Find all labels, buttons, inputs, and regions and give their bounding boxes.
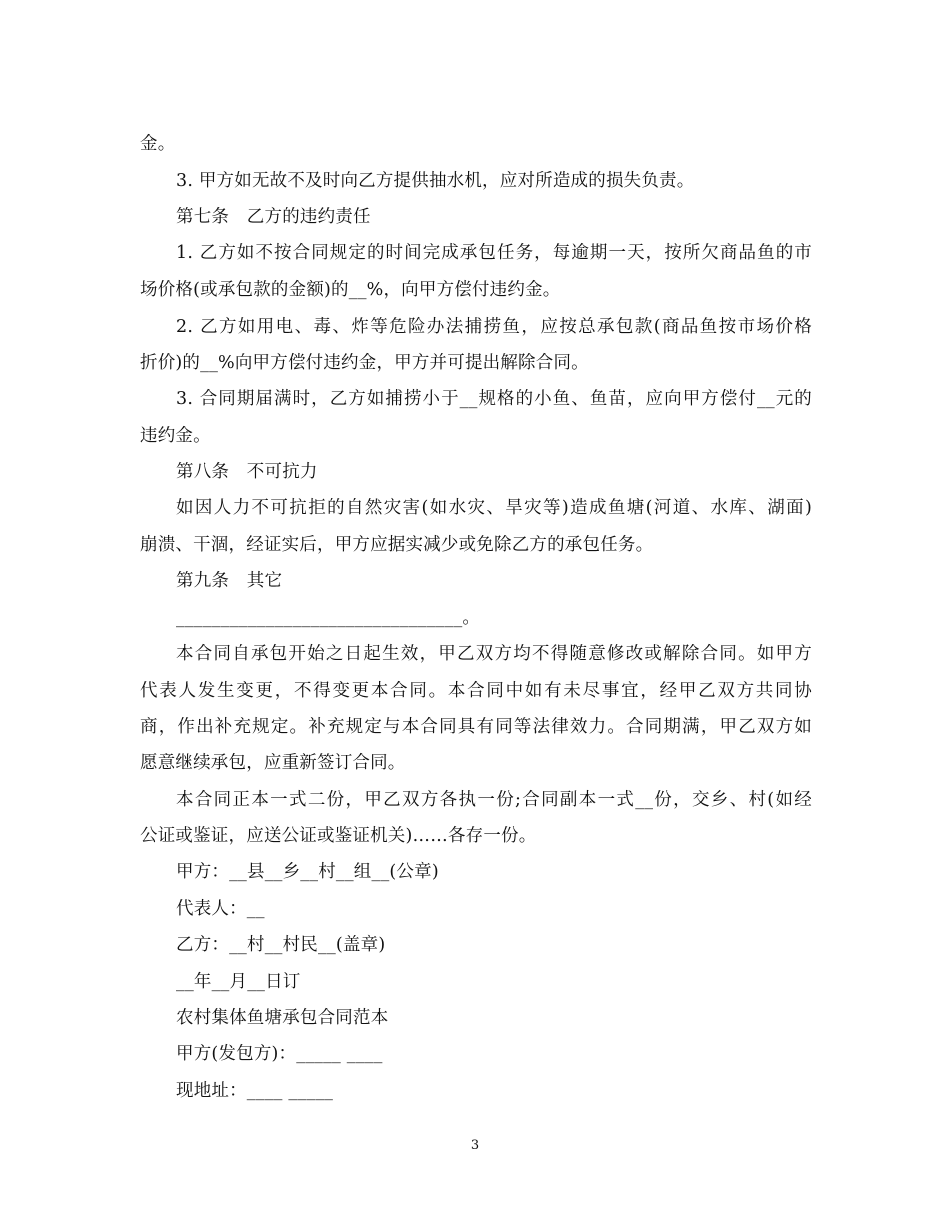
text-line: 甲方(发包方)：_____ ____	[176, 1044, 383, 1064]
blank-line-field: ________________________________。	[176, 608, 481, 628]
text-line: 3. 合同期届满时，乙方如捕捞小于__规格的小鱼、鱼苗，应向甲方偿付__元的	[176, 389, 812, 409]
text-line: 现地址：____ _____	[176, 1081, 334, 1101]
signature-line-party-b: 乙方：__村__村民__(盖章)	[176, 935, 386, 955]
text-line: 本合同自承包开始之日起生效，甲乙双方均不得随意修改或解除合同。如甲方	[176, 644, 812, 664]
text-line: 愿意继续承包，应重新签订合同。	[140, 753, 406, 773]
text-line: 折价)的__%向甲方偿付违约金，甲方并可提出解除合同。	[140, 353, 589, 373]
text-line: 1. 乙方如不按合同规定的时间完成承包任务，每逾期一天，按所欠商品鱼的市	[176, 243, 812, 263]
text-line: 代表人发生变更，不得变更本合同。本合同中如有未尽事宜，经甲乙双方共同协	[140, 681, 812, 701]
signature-line-representative: 代表人：__	[176, 899, 265, 919]
text-line: 如因人力不可抗拒的自然灾害(如水灾、旱灾等)造成鱼塘(河道、水库、湖面)	[176, 498, 812, 518]
date-line: __年__月__日订	[176, 972, 301, 992]
text-line: 商，作出补充规定。补充规定与本合同具有同等法律效力。合同期满，甲乙双方如	[140, 717, 812, 737]
text-line: 违约金。	[140, 426, 211, 446]
section-heading: 第八条 不可抗力	[176, 462, 318, 482]
text-line: 本合同正本一式二份，甲乙双方各执一份;合同副本一式__份，交乡、村(如经	[176, 790, 812, 810]
document-subtitle: 农村集体鱼塘承包合同范本	[176, 1008, 389, 1028]
text-line: 3. 甲方如无故不及时向乙方提供抽水机，应对所造成的损失负责。	[176, 171, 695, 191]
page-number: 3	[470, 1138, 480, 1153]
text-line: 公证或鉴证，应送公证或鉴证机关)……各存一份。	[140, 826, 537, 846]
section-heading: 第九条 其它	[176, 571, 283, 591]
text-line: 场价格(或承包款的金额)的__%，向甲方偿付违约金。	[140, 280, 561, 300]
text-line: 崩溃、干涸，经证实后，甲方应据实减少或免除乙方的承包任务。	[140, 535, 654, 555]
section-heading: 第七条 乙方的违约责任	[176, 207, 371, 227]
text-line: 金。	[140, 134, 176, 154]
text-line: 2. 乙方如用电、毒、炸等危险办法捕捞鱼，应按总承包款(商品鱼按市场价格	[176, 317, 812, 337]
signature-line-party-a: 甲方：__县__乡__村__组__(公章)	[176, 862, 439, 882]
